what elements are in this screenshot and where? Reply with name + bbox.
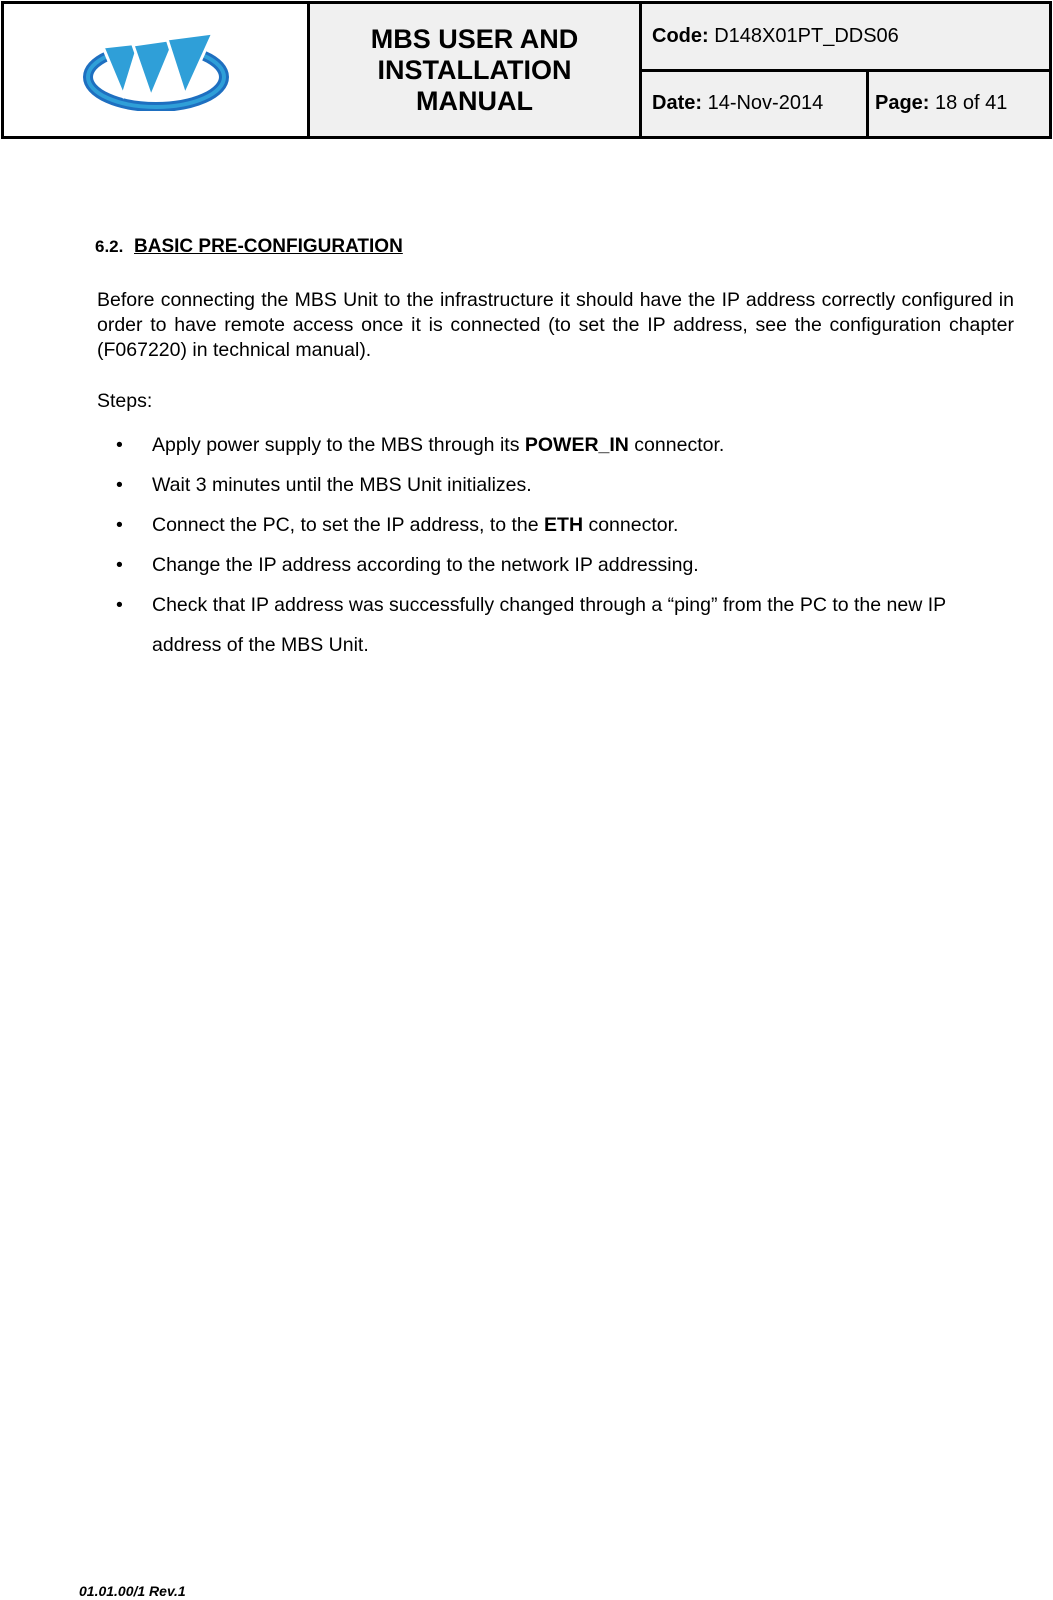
bullet-icon: •: [116, 474, 123, 496]
section-heading: [95, 236, 403, 258]
steps-list: [97, 425, 1014, 665]
company-logo-cell: [3, 3, 309, 138]
code-label: Code:: [652, 24, 709, 47]
step-text: Connect the PC, to set the IP address, to the: [152, 514, 545, 536]
bullet-icon: •: [116, 514, 123, 536]
step-text-end: connector.: [583, 514, 679, 536]
intro-paragraph: Before connecting the MBS Unit to the infrastructure it should have the IP address correctly configured in order to have remote access once it is connected (to set the IP address, see the configuration chapter (F067220) in technical manual).: [97, 289, 1014, 361]
document-date: [641, 70, 868, 138]
section-number: 6.2.: [95, 237, 124, 256]
form-code-footer: 01.01.00/1 Rev.1: [79, 1583, 186, 1599]
date-label: Date:: [652, 92, 703, 115]
document-code: [641, 3, 1051, 71]
list-item: [97, 505, 1014, 545]
step-text-end: connector.: [628, 434, 725, 456]
step-text: Wait 3 minutes until the MBS Unit initializes.: [152, 474, 532, 496]
list-item: [97, 585, 1014, 665]
list-item: [97, 545, 1014, 585]
step-text: Change the IP address according to the network IP addressing.: [152, 554, 699, 576]
step-text: Apply power supply to the MBS through its: [152, 434, 525, 456]
list-item: [97, 465, 1014, 505]
page-label: Page:: [875, 92, 930, 115]
manual-title-line-2: INSTALLATION: [377, 54, 572, 85]
page-value: 18 of 41: [935, 92, 1008, 115]
date-value: 14-Nov-2014: [707, 92, 824, 115]
section-title: BASIC PRE-CONFIGURATION: [134, 236, 403, 257]
bullet-icon: •: [116, 434, 123, 456]
bullet-icon: •: [116, 594, 123, 616]
manual-title: [309, 3, 641, 138]
code-value: D148X01PT_DDS06: [714, 24, 899, 47]
step-keyword: ETH: [544, 514, 584, 536]
steps-label: Steps:: [97, 390, 153, 412]
page-number: [868, 70, 1051, 138]
bullet-icon: •: [116, 554, 123, 576]
company-logo: [81, 25, 231, 111]
document-header: [1, 1, 1052, 139]
manual-title-line-3: MANUAL: [416, 85, 533, 116]
step-text: Check that IP address was successfully changed through a “ping” from the PC to the new IP address of the MBS Unit.: [152, 594, 946, 656]
list-item: [97, 425, 1014, 465]
manual-title-line-1: MBS USER AND: [370, 23, 579, 54]
step-keyword: POWER_IN: [524, 434, 629, 456]
